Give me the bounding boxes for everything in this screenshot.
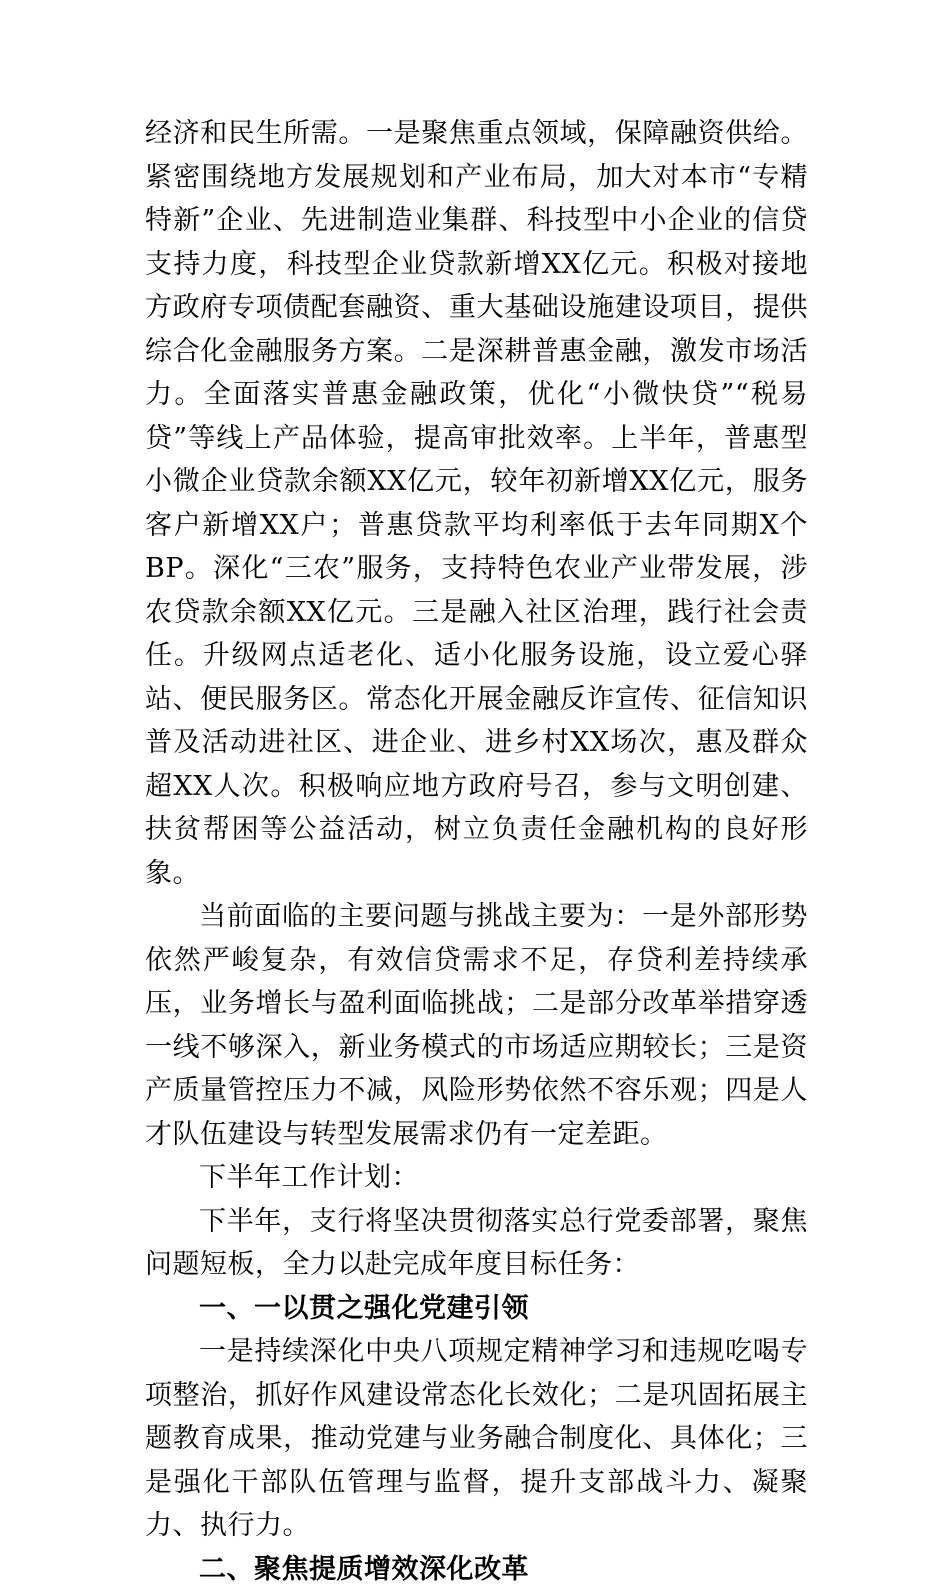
section-heading-reform: 二、聚焦提质增效深化改革 — [145, 1548, 808, 1591]
plan-heading: 下半年工作计划： — [145, 1156, 808, 1200]
body-paragraph-plan-intro: 下半年，支行将坚决贯彻落实总行党委部署，聚焦问题短板，全力以赴完成年度目标任务： — [145, 1200, 808, 1287]
document-page — [145, 112, 808, 1591]
body-paragraph-continued: 经济和民生所需。一是聚焦重点领域，保障融资供给。紧密围绕地方发展规划和产业布局，加大对本市“专精特新”企业、先进制造业集群、科技型中小企业的信贷支持力度，科技型企业贷款新增XX亿元。积极对接地方政府专项债配套融资、重大基础设施建设项目，提供综合化金融服务方案。二是深耕普惠金融，激发市场活力。全面落实普惠金融政策，优化“小微快贷”“税易贷”等线上产品体验，提高审批效率。上半年，普惠型小微企业贷款余额XX亿元，较年初新增XX亿元，服务客户新增XX户；普惠贷款平均利率低于去年同期X个BP。深化“三农”服务，支持特色农业产业带发展，涉农贷款余额XX亿元。三是融入社区治理，践行社会责任。升级网点适老化、适小化服务设施，设立爱心驿站、便民服务区。常态化开展金融反诈宣传、征信知识普及活动进社区、进企业、进乡村XX场次，惠及群众超XX人次。积极响应地方政府号召，参与文明创建、扶贫帮困等公益活动，树立负责任金融机构的良好形象。 — [145, 112, 808, 895]
body-paragraph-challenges: 当前面临的主要问题与挑战主要为：一是外部形势依然严峻复杂，有效信贷需求不足，存贷利差持续承压，业务增长与盈利面临挑战；二是部分改革举措穿透一线不够深入，新业务模式的市场适应期较长；三是资产质量管控压力不减，风险形势依然不容乐观；四是人才队伍建设与转型发展需求仍有一定差距。 — [145, 895, 808, 1156]
body-paragraph-party-building: 一是持续深化中央八项规定精神学习和违规吃喝专项整治，抓好作风建设常态化长效化；二是巩固拓展主题教育成果，推动党建与业务融合制度化、具体化；三是强化干部队伍管理与监督，提升支部战斗力、凝聚力、执行力。 — [145, 1330, 808, 1548]
section-heading-party-building: 一、一以贯之强化党建引领 — [145, 1287, 808, 1331]
